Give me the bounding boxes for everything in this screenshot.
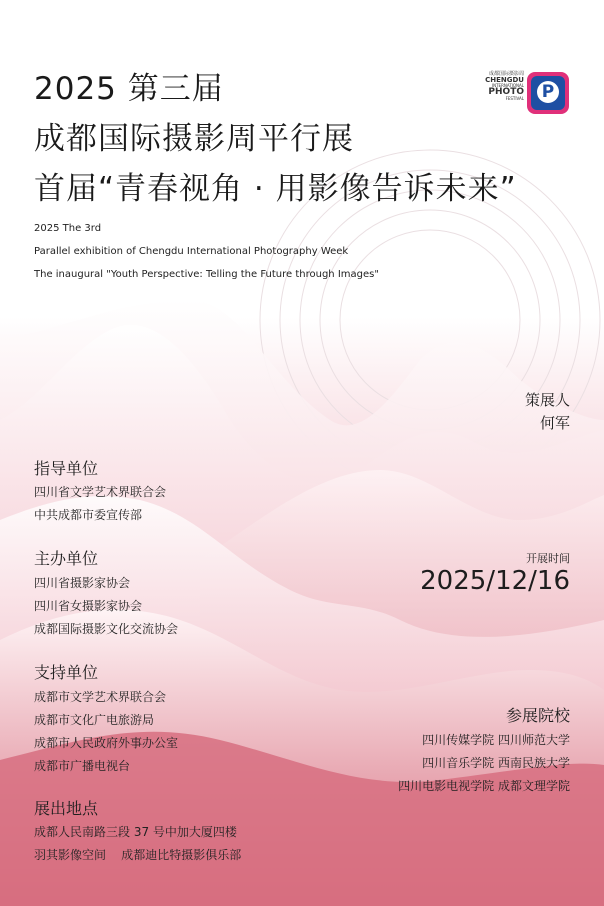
schools-item: 四川传媒学院 四川师范大学 bbox=[422, 733, 570, 747]
schools-item: 四川电影电视学院 成都文理学院 bbox=[398, 779, 570, 793]
curator-name: 何军 bbox=[539, 414, 570, 432]
logo-line-4: FESTIVAL bbox=[505, 96, 524, 101]
schools-heading: 参展院校 bbox=[505, 706, 570, 725]
venue-item: 羽其影像空间 成都迪比特摄影俱乐部 bbox=[34, 848, 242, 862]
guidance-item: 四川省文学艺术界联合会 bbox=[34, 485, 167, 499]
title-line-1: 2025 第三届 bbox=[34, 71, 224, 107]
logo-line-1: CHENGDU bbox=[485, 76, 524, 84]
chengdu-photo-festival-logo-icon bbox=[527, 72, 569, 114]
guidance-heading: 指导单位 bbox=[34, 459, 99, 478]
logo-line-2: INTERNATIONAL bbox=[491, 83, 524, 88]
curator-label: 策展人 bbox=[524, 391, 570, 409]
logo-mark: P bbox=[541, 82, 555, 102]
support-item: 成都市人民政府外事办公室 bbox=[34, 736, 179, 750]
opening-label: 开展时间 bbox=[526, 552, 570, 565]
support-item: 成都市文化广电旅游局 bbox=[34, 713, 155, 727]
subtitle-line-3: The inaugural "Youth Perspective: Telling the Future through Images" bbox=[34, 269, 379, 280]
title-line-2: 成都国际摄影周平行展 bbox=[34, 121, 354, 157]
venue-item: 成都人民南路三段 37 号中加大厦四楼 bbox=[34, 825, 237, 839]
title-line-3: 首届“青春视角 · 用影像告诉未来” bbox=[34, 171, 517, 207]
host-heading: 主办单位 bbox=[34, 549, 99, 568]
guidance-item: 中共成都市委宣传部 bbox=[34, 508, 143, 522]
host-item: 四川省摄影家协会 bbox=[34, 576, 131, 590]
host-item: 四川省女摄影家协会 bbox=[34, 599, 143, 613]
support-item: 成都市广播电视台 bbox=[34, 759, 131, 773]
logo-line-3: PHOTO bbox=[488, 87, 524, 97]
host-item: 成都国际摄影文化交流协会 bbox=[34, 622, 179, 636]
opening-date: 2025/12/16 bbox=[420, 566, 570, 596]
logo-cn: 成都国际摄影周 bbox=[488, 71, 524, 77]
subtitle-line-2: Parallel exhibition of Chengdu International Photography Week bbox=[34, 246, 349, 257]
venue-heading: 展出地点 bbox=[34, 799, 99, 818]
support-item: 成都市文学艺术界联合会 bbox=[34, 690, 167, 704]
logo-text bbox=[484, 72, 524, 101]
support-heading: 支持单位 bbox=[34, 663, 99, 682]
subtitle-line-1: 2025 The 3rd bbox=[34, 223, 102, 234]
schools-item: 四川音乐学院 西南民族大学 bbox=[422, 756, 570, 770]
